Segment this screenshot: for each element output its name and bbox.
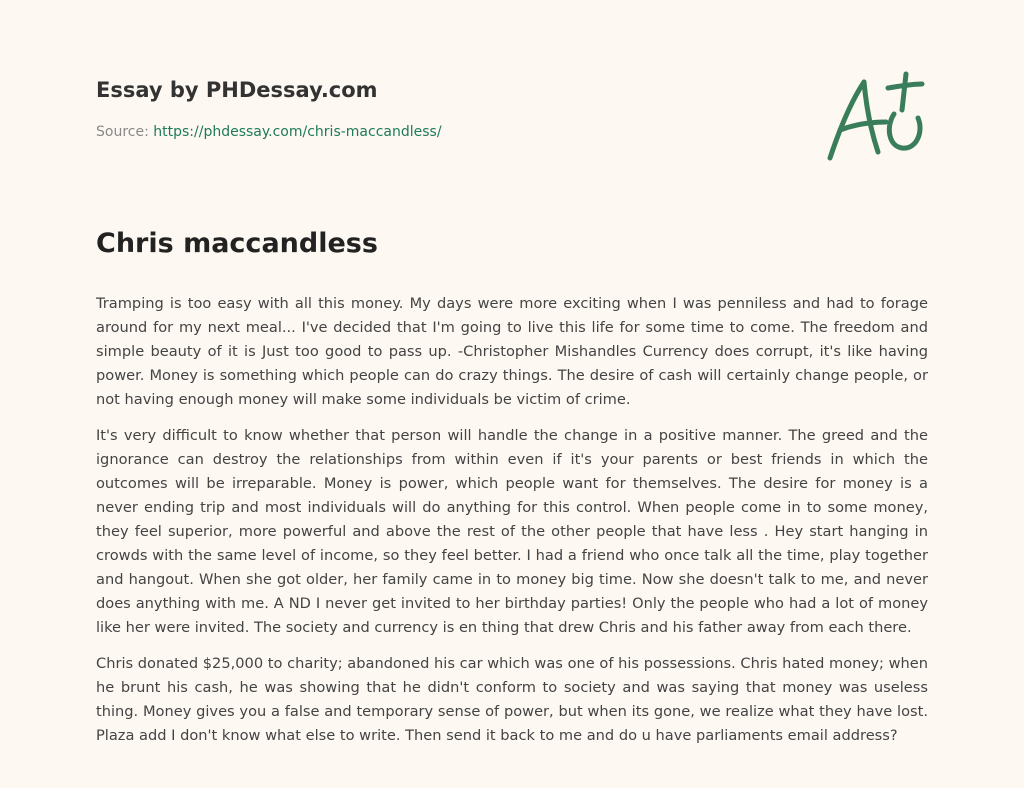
source-label: Source: [96,124,154,140]
essay-paragraph: It's very difficult to know whether that person will handle the change in a positive manner. The greed and the ignorance can destroy the relationships from within even if it's your parents or best friends in which the outcomes will be irreparable. Money is power, which people want for themselves. The desire for money is a never ending trip and most individuals will do anything for this control. When people come in to some money, they feel superior, more powerful and above the rest of the other people that have less . Hey start hanging in crowds with the same level of income, so they feel better. I had a friend who once talk all the time, play together and hangout. When she got older, her family came in to money big time. Now she doesn't talk to me, and never does anything with me. A ND I never get invited to her birthday parties! Only the people who had a lot of money like her were invited. The society and currency is en thing that drew Chris and his father away from each there. [96,427,928,636]
a-plus-grade-icon [822,66,930,166]
site-title: Essay by PHDessay.com [96,78,378,102]
essay-paragraph: Tramping is too easy with all this money. My days were more exciting when I was penniless and had to forage around for my next meal... I've decided that I'm going to live this life for some time to come. The freedom and simple beauty of it is Just too good to pass up. -Christopher Mishandles Currency does corrupt, it's like having power. Money is something which people can do crazy things. The desire of cash will certainly change people, or not having enough money will make some individuals be victim of crime. [96,295,928,408]
source-link[interactable]: https://phdessay.com/chris-maccandless/ [153,124,442,140]
essay-title: Chris maccandless [96,228,378,259]
essay-article [96,224,928,760]
site-header [96,76,736,141]
essay-paragraph: Chris donated $25,000 to charity; abandoned his car which was one of his possessions. Chris hated money; when he brunt his cash, he was showing that he didn't conform to society and was saying that money was useless thing. Money gives you a false and temporary sense of power, but when its gone, we realize what they have lost. Plaza add I don't know what else to write. Then send it back to me and do u have parliaments email address? [96,655,928,744]
source-line [96,123,736,141]
